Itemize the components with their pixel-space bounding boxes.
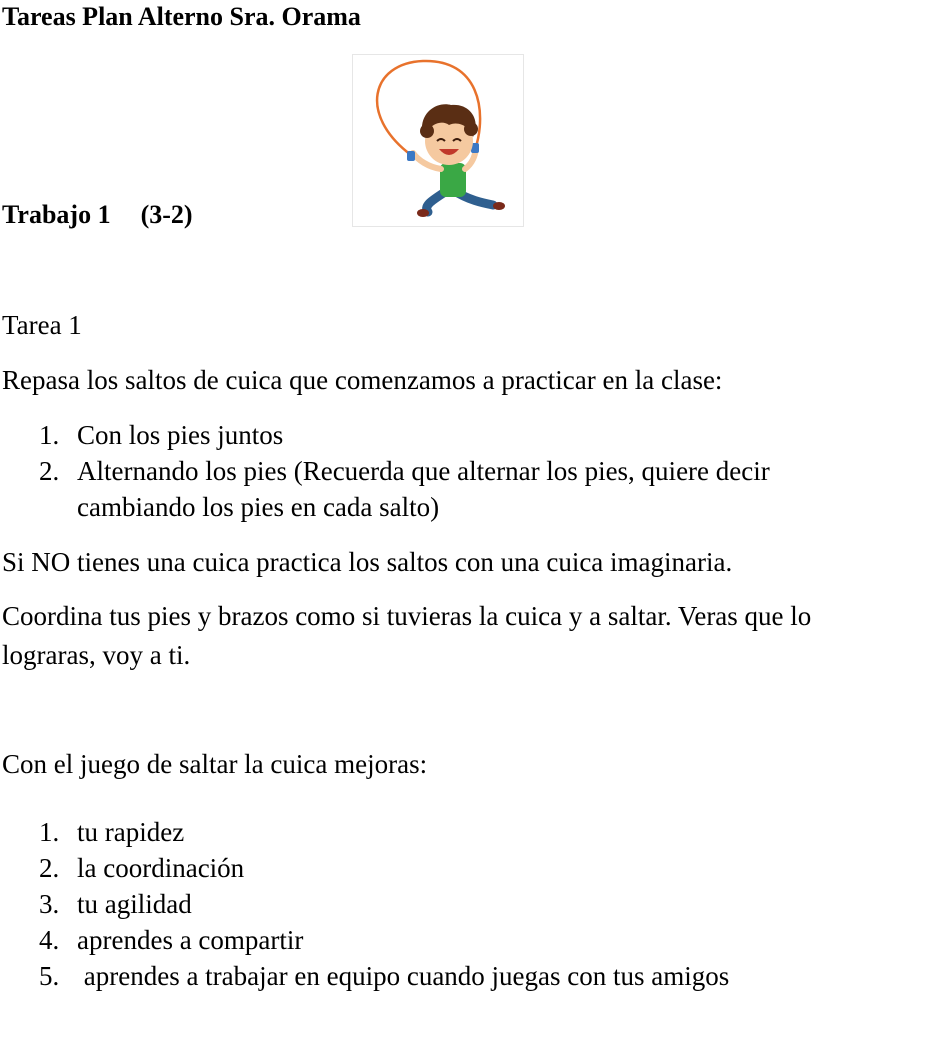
work-label: Trabajo 1 [2, 200, 111, 229]
task-label: Tarea 1 [2, 310, 82, 340]
list-number: 1. [39, 817, 60, 847]
list-number: 1. [39, 420, 60, 450]
document-title: Tareas Plan Alterno Sra. Orama [2, 2, 361, 31]
list-text: tu agilidad [77, 889, 192, 919]
list-item [0, 417, 770, 453]
steps-list [0, 417, 770, 525]
task-intro: Repasa los saltos de cuica que comenzamos a practicar en la clase: [2, 365, 723, 395]
list-text: Con los pies juntos [77, 420, 284, 450]
list-item [0, 958, 729, 994]
list-item [0, 922, 729, 958]
coordinate-text-line2: lograras, voy a ti. [2, 640, 191, 670]
list-number: 2. [39, 456, 60, 486]
list-number: 4. [39, 925, 60, 955]
list-item [0, 850, 729, 886]
list-number: 2. [39, 853, 60, 883]
jump-rope-child-icon [352, 54, 524, 227]
work-code: (3-2) [140, 200, 193, 229]
list-item [0, 453, 770, 525]
list-number: 3. [39, 889, 60, 919]
list-text: Alternando los pies (Recuerda que alternar los pies, quiere decir [77, 456, 770, 486]
list-text: tu rapidez [77, 817, 185, 847]
benefits-list [0, 814, 729, 994]
list-number: 5. [39, 961, 60, 991]
list-text: aprendes a compartir [77, 925, 304, 955]
no-rope-text: Si NO tienes una cuica practica los saltos con una cuica imaginaria. [2, 547, 733, 577]
list-text: la coordinación [77, 853, 245, 883]
list-text: aprendes a trabajar en equipo cuando juegas con tus amigos [77, 961, 730, 991]
work-heading [2, 200, 193, 230]
benefits-intro: Con el juego de saltar la cuica mejoras: [2, 749, 428, 779]
list-item [0, 886, 729, 922]
list-text-continued: cambiando los pies en cada salto) [77, 492, 440, 522]
list-item [0, 814, 729, 850]
coordinate-text-line1: Coordina tus pies y brazos como si tuvieras la cuica y a saltar. Veras que lo [2, 601, 812, 631]
